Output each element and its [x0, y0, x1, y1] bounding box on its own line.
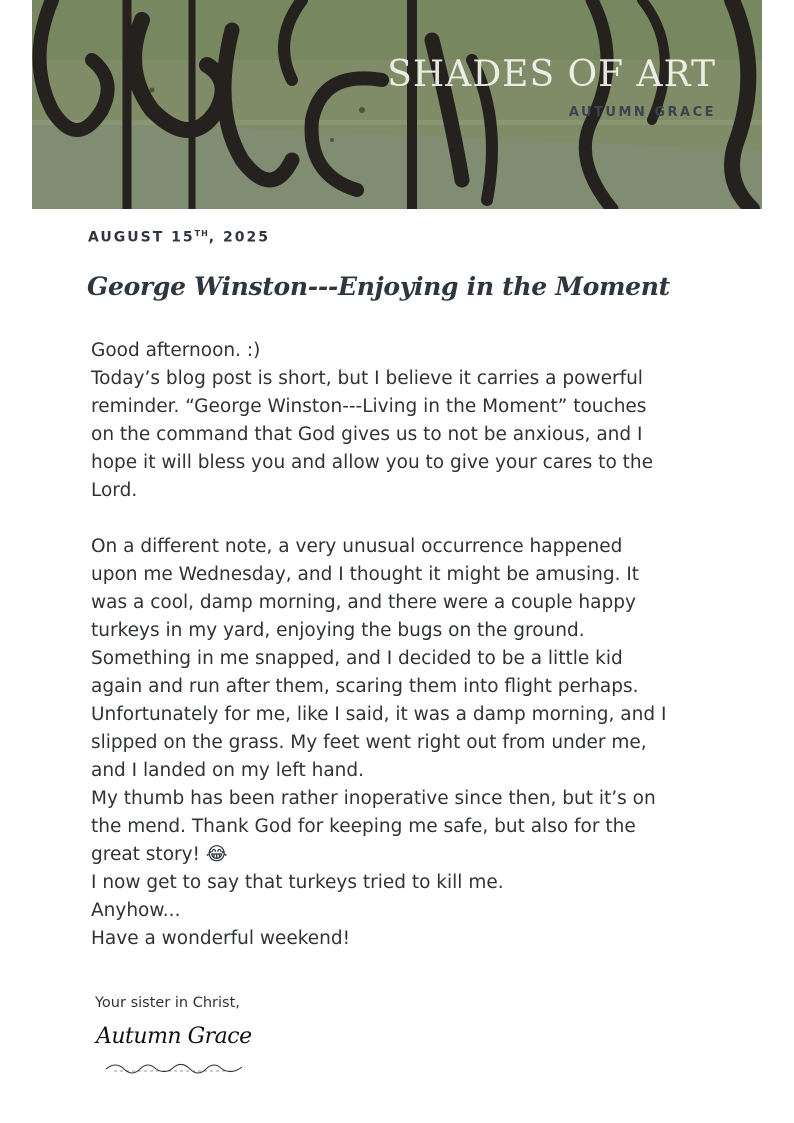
signature-flourish-icon	[104, 1059, 244, 1077]
paragraph: Anyhow...	[91, 900, 181, 921]
paragraph: Today’s blog post is short, but I believe it carries a powerful reminder. “George Winston---Living in the Moment” touches on the command that God gives us to not be anxious, and I hope it will bless you and allow you to give your cares to the Lord.	[91, 368, 654, 501]
blog-author: AUTUMN GRACE	[568, 105, 716, 120]
paragraph: Something in me snapped, and I decided to be a little kid again and run after them, scaring them into flight perhaps. Unfortunately for me, like I said, it was a damp morning, and I slipped on the grass. My feet went right out from under me, and I landed on my left hand.	[91, 648, 667, 781]
signature: Autumn Grace	[96, 1024, 252, 1049]
paragraph-gap	[91, 505, 671, 533]
paragraph: My thumb has been rather inoperative since then, but it’s on the mend. Thank God for keeping me safe, but also for the great story! 😂	[91, 788, 656, 865]
header-banner	[32, 0, 762, 209]
closing-line: Your sister in Christ,	[95, 995, 240, 1011]
post-date	[88, 229, 270, 246]
paragraph: I now get to say that turkeys tried to kill me.	[91, 872, 504, 893]
post-title: George Winston---Enjoying in the Moment	[87, 272, 670, 301]
paragraph: On a different note, a very unusual occurrence happened upon me Wednesday, and I thought it might be amusing. It was a cool, damp morning, and there were a couple happy turkeys in my yard, enjoying the bugs on the ground.	[91, 536, 640, 641]
date-year: , 2025	[208, 229, 270, 246]
paragraph: Good afternoon. :)	[91, 340, 261, 361]
date-ordinal: TH	[194, 229, 209, 238]
post-body	[91, 337, 671, 953]
blog-title: SHADES OF ART	[387, 54, 716, 95]
date-main: AUGUST 15	[88, 229, 195, 246]
paragraph: Have a wonderful weekend!	[91, 928, 351, 949]
